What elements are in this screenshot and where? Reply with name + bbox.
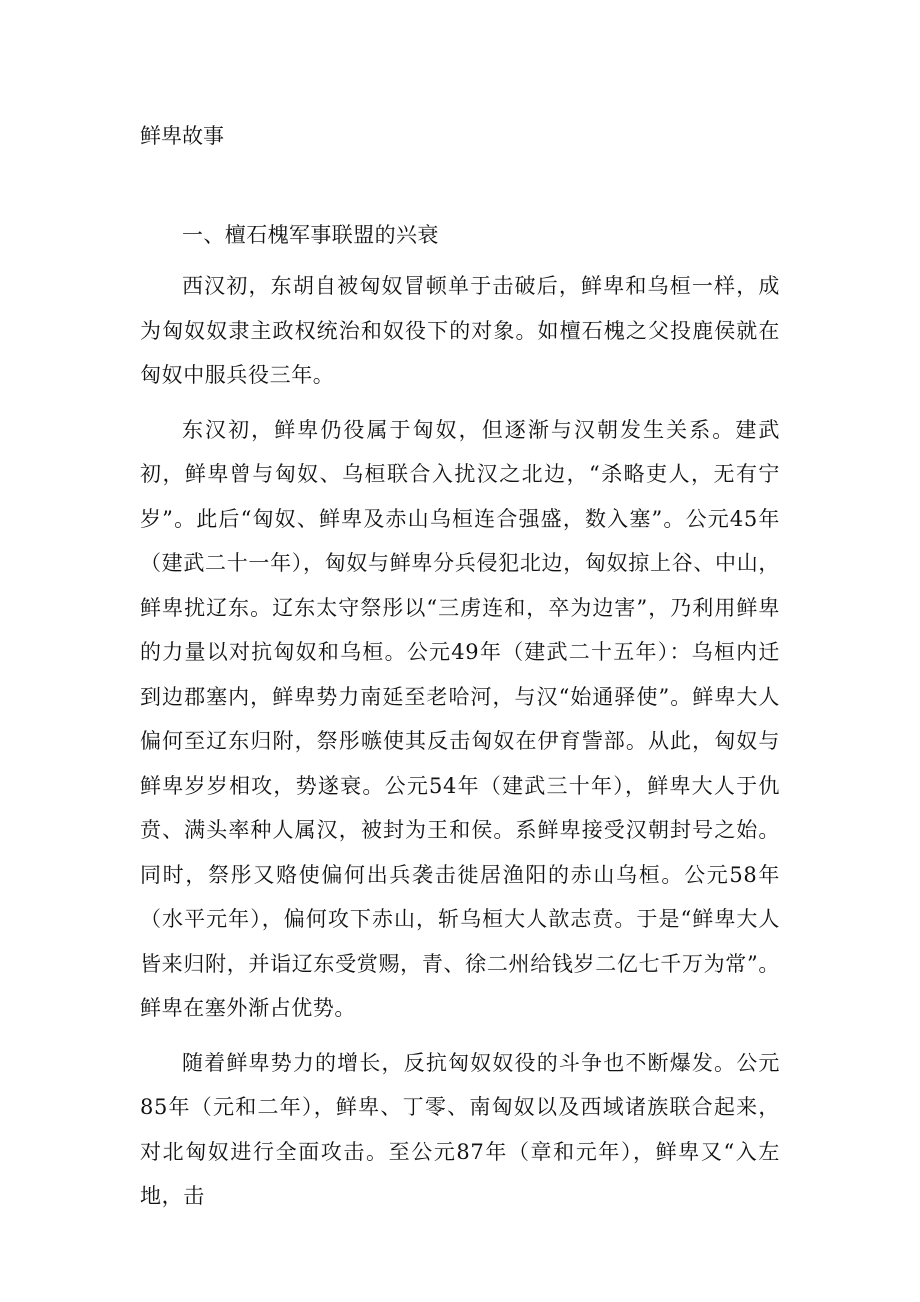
document-body bbox=[140, 217, 780, 1219]
document-title: 鲜卑故事 bbox=[140, 124, 224, 148]
section-heading: 一、檀石槐军事联盟的兴衰 bbox=[182, 223, 439, 247]
paragraph-3: 随着鲜卑势力的增长，反抗匈奴奴役的斗争也不断爆发。公元85年（元和二年），鲜卑、丁零、南匈奴以及西域诸族联合起来，对北匈奴进行全面攻击。至公元87年（章和元年），鲜卑又“入左地，击 bbox=[140, 1050, 780, 1208]
paragraph-2: 东汉初，鲜卑仍役属于匈奴，但逐渐与汉朝发生关系。建武初，鲜卑曾与匈奴、乌桓联合入扰汉之北边，“杀略吏人，无有宁岁”。此后“匈奴、鲜卑及赤山乌桓连合强盛，数入塞”。公元45年（建武二十一年），匈奴与鲜卑分兵侵犯北边，匈奴掠上谷、中山，鲜卑扰辽东。辽东太守祭彤以“三虏连和，卒为边害”，乃利用鲜卑的力量以对抗匈奴和乌桓。公元49年（建武二十五年）：乌桓内迁到边郡塞内，鲜卑势力南延至老哈河，与汉“始通驿使”。鲜卑大人偏何至辽东归附，祭彤嗾使其反击匈奴在伊育訾部。从此，匈奴与鲜卑岁岁相攻，势遂衰。公元54年（建武三十年），鲜卑大人于仇贲、满头率种人属汉，被封为王和侯。系鲜卑接受汉朝封号之始。同时，祭彤又赂使偏何出兵袭击徙居渔阳的赤山乌桓。公元58年（水平元年），偏何攻下赤山，斩乌桓大人歆志贲。于是“鲜卑大人皆来归附，并诣辽东受赏赐，青、徐二州给钱岁二亿七千万为常”。鲜卑在塞外渐占优势。 bbox=[140, 417, 780, 1020]
paragraph-1: 西汉初，东胡自被匈奴冒顿单于击破后，鲜卑和乌桓一样，成为匈奴奴隶主政权统治和奴役下的对象。如檀石槐之父投鹿侯就在匈奴中服兵役三年。 bbox=[140, 274, 780, 387]
